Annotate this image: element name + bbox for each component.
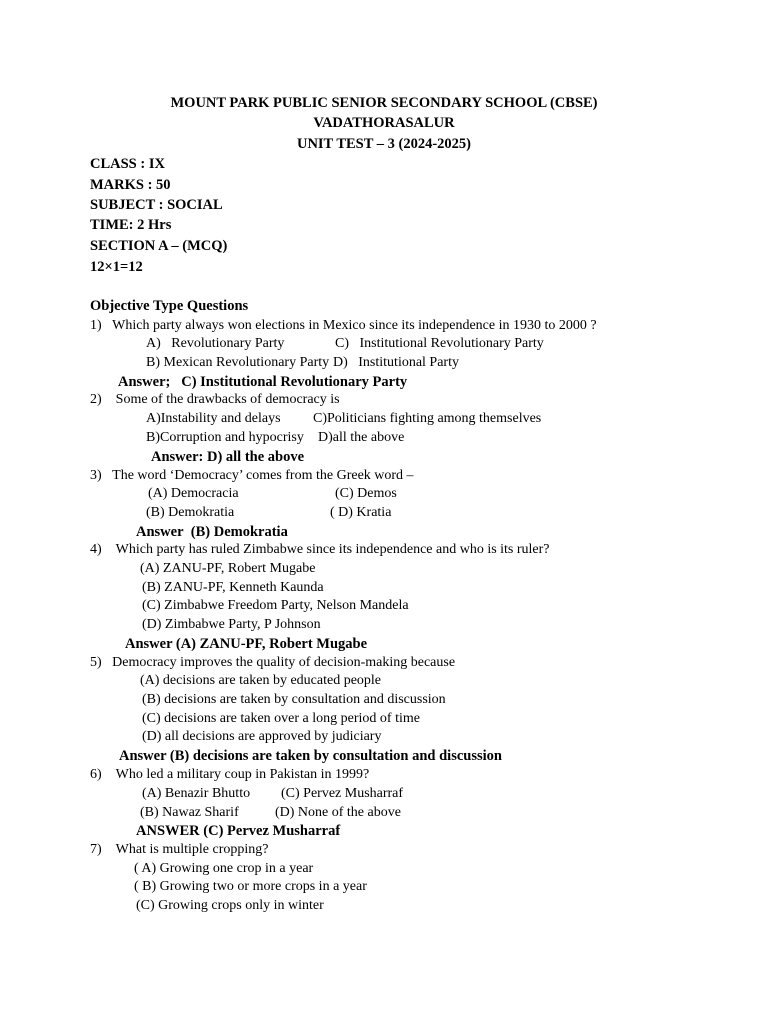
marks-scheme: 12×1=12 xyxy=(90,259,143,275)
q5-option-b: (B) decisions are taken by consultation and discussion xyxy=(142,692,446,707)
q4-option-d: (D) Zimbabwe Party, P Johnson xyxy=(142,617,321,632)
q4-option-a: (A) ZANU-PF, Robert Mugabe xyxy=(140,561,316,576)
q1-option-b: B) Mexican Revolutionary Party xyxy=(146,355,330,370)
section-info: SECTION A – (MCQ) xyxy=(90,238,228,254)
q2-answer: Answer: D) all the above xyxy=(151,449,305,465)
q5-option-d: (D) all decisions are approved by judiciary xyxy=(142,729,382,744)
question-2: 2) Some of the drawbacks of democracy is xyxy=(90,392,340,407)
question-6: 6) Who led a military coup in Pakistan in 1999? xyxy=(90,767,370,782)
q1-option-a: A) Revolutionary Party xyxy=(146,336,285,351)
q6-option-a: (A) Benazir Bhutto xyxy=(142,786,251,801)
section-title: Objective Type Questions xyxy=(90,298,249,314)
school-place: VADATHORASALUR xyxy=(313,115,455,131)
q3-option-b: (B) Demokratia xyxy=(146,505,235,520)
q7-option-a: ( A) Growing one crop in a year xyxy=(134,861,314,876)
q4-option-c: (C) Zimbabwe Freedom Party, Nelson Mandela xyxy=(142,598,409,613)
q2-option-b: B)Corruption and hypocrisy xyxy=(146,430,304,445)
q7-option-c: (C) Growing crops only in winter xyxy=(136,898,324,913)
question-3: 3) The word ‘Democracy’ comes from the Greek word – xyxy=(90,468,414,483)
marks-info: MARKS : 50 xyxy=(90,177,171,193)
question-1: 1) Which party always won elections in Mexico since its independence in 1930 to 2000 ? xyxy=(90,318,597,333)
q3-option-c: (C) Demos xyxy=(335,486,397,501)
time-info: TIME: 2 Hrs xyxy=(90,217,172,233)
q5-answer: Answer (B) decisions are taken by consultation and discussion xyxy=(119,748,502,764)
question-4: 4) Which party has ruled Zimbabwe since its independence and who is its ruler? xyxy=(90,542,550,557)
q2-option-c: C)Politicians fighting among themselves xyxy=(313,411,542,426)
q5-option-c: (C) decisions are taken over a long period of time xyxy=(142,711,420,726)
q1-option-c: C) Institutional Revolutionary Party xyxy=(335,336,544,351)
test-title: UNIT TEST – 3 (2024-2025) xyxy=(296,136,472,152)
q6-option-d: (D) None of the above xyxy=(275,805,401,820)
q6-option-c: (C) Pervez Musharraf xyxy=(281,786,404,801)
subject-info: SUBJECT : SOCIAL xyxy=(90,197,223,213)
q2-option-a: A)Instability and delays xyxy=(146,411,281,426)
class-info: CLASS : IX xyxy=(90,156,165,172)
q3-answer: Answer (B) Demokratia xyxy=(136,524,288,540)
q1-answer: Answer; C) Institutional Revolutionary Party xyxy=(118,374,408,390)
q4-option-b: (B) ZANU-PF, Kenneth Kaunda xyxy=(142,580,324,595)
q4-answer: Answer (A) ZANU-PF, Robert Mugabe xyxy=(125,636,368,652)
q1-option-d: D) Institutional Party xyxy=(333,355,459,370)
school-name: MOUNT PARK PUBLIC SENIOR SECONDARY SCHOOL (CBSE) xyxy=(170,95,598,111)
question-7: 7) What is multiple cropping? xyxy=(90,842,269,857)
q5-option-a: (A) decisions are taken by educated people xyxy=(140,673,382,688)
question-5: 5) Democracy improves the quality of decision-making because xyxy=(90,655,456,670)
q7-option-b: ( B) Growing two or more crops in a year xyxy=(134,879,367,894)
q3-option-d: ( D) Kratia xyxy=(330,505,392,520)
q3-option-a: (A) Democracia xyxy=(148,486,239,501)
q6-answer: ANSWER (C) Pervez Musharraf xyxy=(136,823,341,839)
q2-option-d: D)all the above xyxy=(318,430,405,445)
q6-option-b: (B) Nawaz Sharif xyxy=(140,805,239,820)
